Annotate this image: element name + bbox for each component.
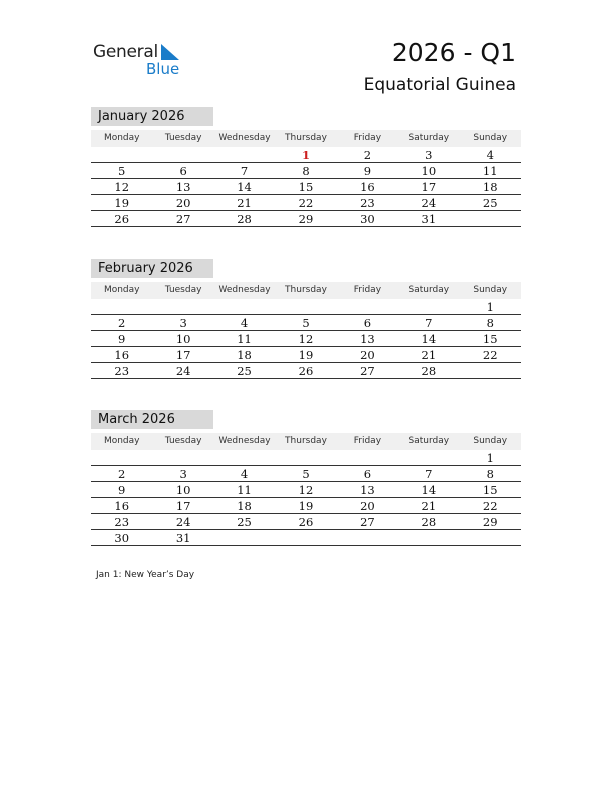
week-row [91, 530, 521, 546]
day-cell: 22 [482, 499, 498, 513]
day-cell: 11 [482, 164, 498, 178]
week-row [91, 498, 521, 514]
day-cell: 20 [360, 348, 375, 362]
day-cell: 18 [237, 499, 252, 513]
day-cell: 19 [298, 499, 314, 513]
day-cell: 7 [240, 164, 249, 178]
weekday-header-row [91, 433, 521, 450]
empty-day-cell [214, 450, 275, 465]
day-cell: 26 [298, 515, 314, 529]
week-row [91, 514, 521, 530]
weekday-label: Friday [353, 436, 382, 446]
day-cell: 18 [482, 180, 498, 194]
day-cell: 12 [298, 483, 314, 497]
month-title: January 2026 [91, 107, 213, 126]
day-cell: 5 [302, 316, 310, 330]
day-cell: 20 [360, 499, 375, 513]
month-block [91, 259, 521, 379]
day-cell: 23 [360, 196, 375, 210]
weekday-label: Saturday [408, 285, 450, 295]
day-cell: 15 [482, 332, 498, 346]
day-cell: 21 [421, 499, 437, 513]
day-cell: 1 [486, 451, 494, 465]
day-cell: 2 [363, 148, 372, 162]
day-cell: 19 [114, 196, 130, 210]
day-cell: 9 [118, 332, 126, 346]
day-cell: 3 [425, 148, 433, 162]
empty-day-cell [275, 450, 336, 465]
month-title: February 2026 [91, 259, 213, 278]
day-cell: 14 [421, 483, 437, 497]
day-cell: 25 [237, 364, 252, 378]
empty-day-cell [337, 299, 398, 314]
empty-day-cell [398, 530, 459, 545]
day-cell: 29 [482, 515, 498, 529]
day-cell: 8 [302, 164, 310, 178]
day-cell: 12 [114, 180, 130, 194]
empty-day-cell [152, 299, 213, 314]
empty-day-cell [398, 450, 459, 465]
day-cell: 20 [175, 196, 191, 210]
day-cell: 2 [118, 467, 126, 481]
week-row [91, 363, 521, 379]
day-cell: 21 [421, 348, 437, 362]
weekday-label: Monday [103, 133, 140, 143]
week-row [91, 163, 521, 179]
weekday-label: Thursday [285, 285, 327, 295]
day-cell: 27 [360, 364, 375, 378]
weekday-label: Tuesday [164, 436, 202, 446]
day-cell: 16 [114, 499, 130, 513]
weekday-label: Monday [103, 436, 140, 446]
day-cell: 9 [363, 164, 372, 178]
day-cell: 8 [486, 467, 494, 481]
empty-day-cell [398, 299, 459, 314]
day-cell: 13 [175, 180, 191, 194]
day-cell: 4 [240, 467, 249, 481]
weekday-header-row [91, 282, 521, 299]
day-cell: 10 [175, 332, 191, 346]
day-cell: 27 [360, 515, 375, 529]
day-cell: 25 [237, 515, 252, 529]
empty-day-cell [152, 147, 213, 162]
month-title: March 2026 [91, 410, 213, 429]
day-cell: 17 [175, 348, 191, 362]
day-cell: 5 [118, 164, 126, 178]
day-cell: 4 [486, 148, 494, 162]
empty-day-cell [275, 299, 336, 314]
day-cell: 6 [179, 164, 187, 178]
day-cell: 15 [482, 483, 498, 497]
day-cell: 18 [237, 348, 252, 362]
day-cell: 22 [482, 348, 498, 362]
day-cell: 10 [421, 164, 437, 178]
day-cell: 16 [360, 180, 375, 194]
day-cell: 9 [118, 483, 126, 497]
weekday-header-row [91, 130, 521, 147]
week-row [91, 482, 521, 498]
day-cell: 1 [486, 300, 494, 314]
day-cell: 10 [175, 483, 191, 497]
weekday-label: Wednesday [218, 133, 271, 143]
day-cell: 16 [114, 348, 130, 362]
day-cell: 4 [240, 316, 249, 330]
empty-day-cell [91, 299, 152, 314]
month-block [91, 107, 521, 227]
day-cell: 12 [298, 332, 314, 346]
day-cell: 13 [360, 332, 375, 346]
day-cell: 15 [298, 180, 314, 194]
day-cell: 26 [298, 364, 314, 378]
day-cell: 2 [118, 316, 126, 330]
day-cell: 7 [425, 467, 433, 481]
day-cell: 27 [175, 212, 191, 226]
weekday-label: Saturday [408, 133, 450, 143]
week-row [91, 147, 521, 163]
weekday-label: Tuesday [164, 133, 202, 143]
weekday-label: Wednesday [218, 436, 271, 446]
day-cell: 24 [175, 364, 191, 378]
logo-blue-text: Blue [146, 60, 180, 78]
empty-day-cell [214, 530, 275, 545]
day-cell: 6 [363, 467, 372, 481]
empty-day-cell [152, 450, 213, 465]
day-cell: 23 [114, 364, 130, 378]
day-cell: 24 [421, 196, 437, 210]
day-cell: 21 [237, 196, 252, 210]
empty-day-cell [91, 450, 152, 465]
day-cell: 23 [114, 515, 130, 529]
country-name: Equatorial Guinea [363, 75, 516, 95]
day-cell: 22 [298, 196, 314, 210]
empty-day-cell [337, 450, 398, 465]
day-cell: 6 [363, 316, 372, 330]
day-cell: 3 [179, 467, 187, 481]
weekday-label: Wednesday [218, 285, 271, 295]
week-row [91, 315, 521, 331]
empty-day-cell [460, 211, 521, 226]
empty-day-cell [460, 363, 521, 378]
week-row [91, 347, 521, 363]
day-cell: 5 [302, 467, 310, 481]
day-cell: 11 [237, 483, 252, 497]
day-cell: 28 [237, 212, 252, 226]
weekday-label: Thursday [285, 133, 327, 143]
weekday-label: Friday [353, 133, 382, 143]
day-cell: 14 [421, 332, 437, 346]
weekday-label: Tuesday [164, 285, 202, 295]
day-cell: 8 [486, 316, 494, 330]
day-cell: 19 [298, 348, 314, 362]
empty-day-cell [337, 530, 398, 545]
day-cell: 17 [421, 180, 437, 194]
weekday-label: Friday [353, 285, 382, 295]
empty-day-cell [214, 147, 275, 162]
weekday-label: Monday [103, 285, 140, 295]
day-cell: 1 [301, 148, 310, 162]
week-row [91, 299, 521, 315]
holiday-notes [96, 570, 194, 580]
day-cell: 30 [114, 531, 130, 545]
month-block [91, 410, 521, 546]
empty-day-cell [214, 299, 275, 314]
day-cell: 11 [237, 332, 252, 346]
logo-general-text: General [93, 42, 158, 62]
empty-day-cell [91, 147, 152, 162]
day-cell: 24 [175, 515, 191, 529]
week-row [91, 450, 521, 466]
day-cell: 31 [175, 531, 191, 545]
holiday-note: Jan 1: New Year’s Day [96, 570, 195, 580]
day-cell: 25 [482, 196, 498, 210]
week-row [91, 466, 521, 482]
weekday-label: Saturday [408, 436, 450, 446]
day-cell: 7 [425, 316, 433, 330]
logo [93, 40, 193, 80]
day-cell: 28 [421, 515, 437, 529]
empty-day-cell [275, 530, 336, 545]
day-cell: 30 [360, 212, 375, 226]
day-cell: 13 [360, 483, 375, 497]
weekday-label: Sunday [473, 436, 508, 446]
day-cell: 3 [179, 316, 187, 330]
weekday-label: Thursday [285, 436, 327, 446]
day-cell: 29 [298, 212, 314, 226]
week-row [91, 179, 521, 195]
day-cell: 14 [237, 180, 252, 194]
day-cell: 17 [175, 499, 191, 513]
day-cell: 26 [114, 212, 130, 226]
week-row [91, 195, 521, 211]
page-title: 2026 - Q1 [391, 38, 516, 67]
week-row [91, 211, 521, 227]
empty-day-cell [460, 530, 521, 545]
week-row [91, 331, 521, 347]
day-cell: 28 [421, 364, 437, 378]
weekday-label: Sunday [473, 133, 508, 143]
weekday-label: Sunday [473, 285, 508, 295]
day-cell: 31 [421, 212, 437, 226]
